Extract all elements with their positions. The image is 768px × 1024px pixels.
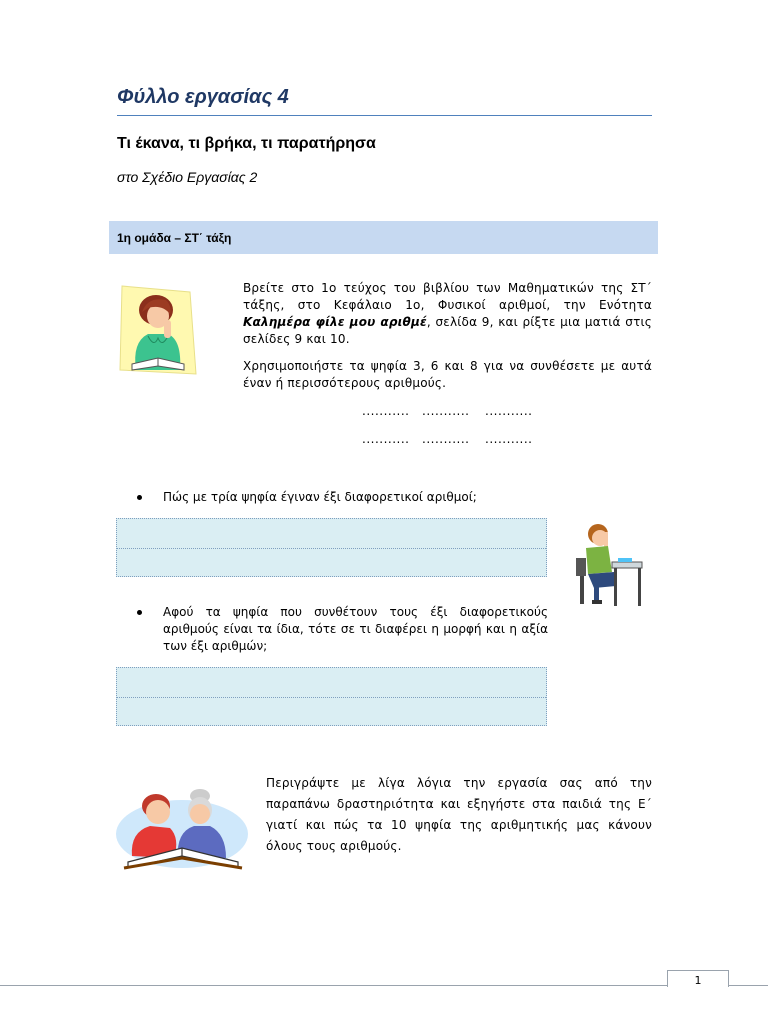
answer-line xyxy=(117,548,546,549)
instruction-text-end: , σελίδα 9, και ρίξτε μια ματιά στις σελίδες 9 και 10. xyxy=(243,315,652,346)
question-text: Πώς με τρία ψηφία έγιναν έξι διαφορετικοί αριθμοί; xyxy=(163,490,477,504)
question-text: Αφού τα ψηφία που συνθέτουν τους έξι διαφορετικούς αριθμούς είναι τα ίδια, τότε σε τι διαφέρει η μορφή και η αξία των έξι αριθμών; xyxy=(163,605,548,653)
footer-rule xyxy=(0,985,768,986)
group-header-bar xyxy=(109,221,658,254)
bullet-icon xyxy=(137,495,142,500)
children-reading-clipart-icon xyxy=(114,776,250,872)
answer-box-1[interactable] xyxy=(116,518,547,577)
page-title: Φύλλο εργασίας 4 xyxy=(117,86,289,108)
answer-line xyxy=(117,697,546,698)
bullet-icon xyxy=(137,610,142,615)
answer-box-2[interactable] xyxy=(116,667,547,726)
answer-dots: ........... xyxy=(422,404,470,418)
instruction-paragraph-2: Χρησιμοποιήστε τα ψηφία 3, 6 και 8 για να συνθέσετε με αυτά έναν ή περισσότερους αριθμούς. xyxy=(243,359,652,390)
instruction-text: Βρείτε στο 1ο τεύχος του βιβλίου των Μαθηματικών της ΣΤ΄ τάξης, στο Κεφάλαιο 1ο, Φυσικοί αριθμοί, την Ενότητα xyxy=(243,281,652,312)
boy-at-desk-clipart-icon xyxy=(574,520,644,608)
instruction-paragraph-1 xyxy=(243,280,652,348)
page-number: 1 xyxy=(667,970,729,987)
subtitle-secondary: στο Σχέδιο Εργασίας 2 xyxy=(117,169,258,185)
answer-dots: ........... xyxy=(485,432,533,446)
answer-dots: ........... xyxy=(362,432,410,446)
title-rule xyxy=(117,115,652,116)
unit-title: Καλημέρα φίλε μου αριθμέ xyxy=(243,315,427,329)
question-2 xyxy=(137,604,557,660)
closing-paragraph: Περιγράψτε με λίγα λόγια την εργασία σας από την παραπάνω δραστηριότητα και εξηγήστε στα παιδιά της Ε΄ γιατί και πώς τα 10 ψηφία της αριθμητικής μας κάνουν όλους τους αριθμούς. xyxy=(266,776,652,853)
answer-dots: ........... xyxy=(485,404,533,418)
group-label: 1η ομάδα – ΣΤ΄ τάξη xyxy=(117,231,232,245)
woman-reading-clipart-icon xyxy=(118,284,198,380)
answer-dots: ........... xyxy=(422,432,470,446)
subtitle: Τι έκανα, τι βρήκα, τι παρατήρησα xyxy=(117,135,376,152)
answer-dots: ........... xyxy=(362,404,410,418)
question-1 xyxy=(137,489,557,509)
